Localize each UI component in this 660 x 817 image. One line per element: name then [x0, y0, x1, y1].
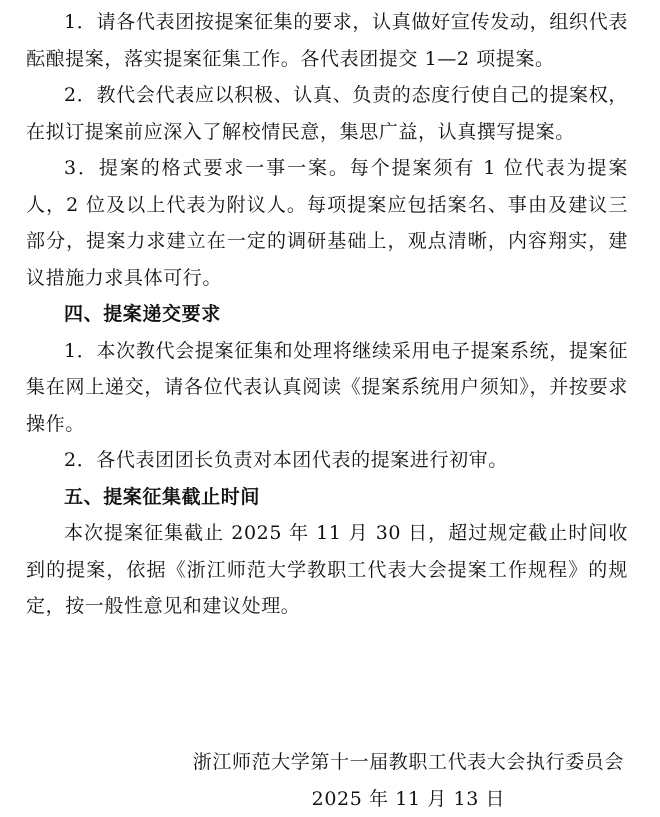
paragraph-item-3: 3．提案的格式要求一事一案。每个提案须有 1 位代表为提案人，2 位及以上代表为附议人。每项提案应包括案名、事由及建议三部分，提案力求建立在一定的调研基础上，观点清晰，内容翔实，建议措施力求具体可行。: [26, 157, 628, 289]
signature-date: 2025 年 11 月 13 日: [311, 787, 506, 810]
paragraph-item-2: 2．教代会代表应以积极、认真、负责的态度行使自己的提案权，在拟订提案前应深入了解校情民意，集思广益，认真撰写提案。: [26, 84, 628, 143]
section-heading-4: 四、提案递交要求: [64, 303, 221, 325]
paragraph-submission-2: 2．各代表团团长负责对本团代表的提案进行初审。: [64, 449, 508, 471]
section-heading-5: 五、提案征集截止时间: [64, 485, 261, 508]
document-body: [26, 0, 628, 625]
paragraph-deadline: 本次提案征集截止 2025 年 11 月 30 日，超过规定截止时间收到的提案，依据《浙江师范大学教职工代表大会提案工作规程》的规定，按一般性意见和建议处理。: [26, 522, 628, 617]
paragraph-submission-1: 1．本次教代会提案征集和处理将继续采用电子提案系统，提案征集在网上递交，请各位代表认真阅读《提案系统用户须知》，并按要求操作。: [26, 339, 628, 435]
signature-organization: 浙江师范大学第十一届教职工代表大会执行委员会: [192, 751, 624, 773]
paragraph-item-1: 1．请各代表团按提案征集的要求，认真做好宣传发动，组织代表酝酿提案，落实提案征集工作。各代表团提交 1—2 项提案。: [26, 11, 628, 70]
signature-block: [193, 744, 624, 817]
